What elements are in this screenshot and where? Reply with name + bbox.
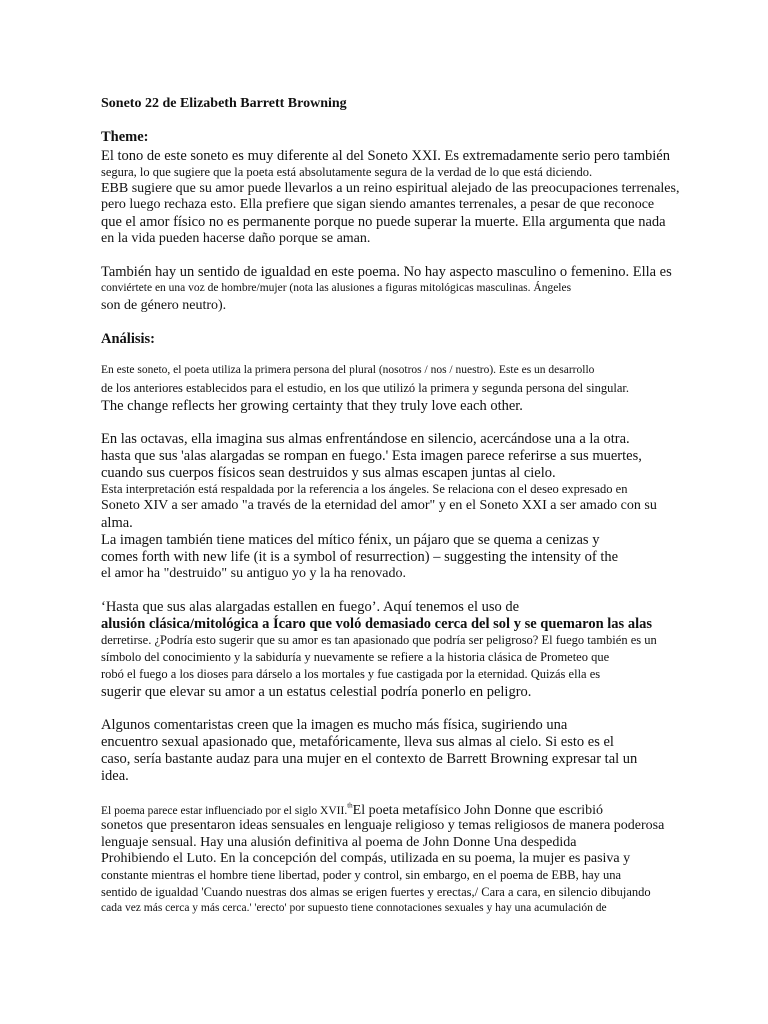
analysis-line: encuentro sexual apasionado que, metafóricamente, lleva sus almas al cielo. Si esto es el <box>101 734 614 750</box>
analysis-heading: Análisis: <box>101 331 155 347</box>
theme-line: El tono de este soneto es muy diferente al del Soneto XXI. Es extremadamente serio pero también <box>101 148 670 164</box>
analysis-line: Soneto XIV a ser amado "a través de la eternidad del amor" y en el Soneto XXI a ser amado con su <box>101 498 657 513</box>
theme-line: que el amor físico no es permanente porque no puede superar la muerte. Ella argumenta que nada <box>101 214 666 230</box>
analysis-line: En las octavas, ella imagina sus almas enfrentándose en silencio, acercándose una a la otra. <box>101 431 630 447</box>
analysis-line: La imagen también tiene matices del mítico fénix, un pájaro que se quema a cenizas y <box>101 532 600 548</box>
analysis-text: El poema parece estar influenciado por el siglo XVII. <box>101 805 348 817</box>
analysis-line: sonetos que presentaron ideas sensuales en lenguaje religioso y temas religiosos de manera poderosa <box>101 818 665 833</box>
theme-line: conviértete en una voz de hombre/mujer (nota las alusiones a figuras mitológicas masculinas. Ángeles <box>101 282 572 294</box>
analysis-text: El poeta metafísico John Donne que escribió <box>352 803 604 818</box>
theme-heading: Theme: <box>101 129 149 145</box>
analysis-line: cada vez más cerca y más cerca.' 'erecto' por supuesto tiene connotaciones sexuales y hay una acumulación de <box>101 902 607 914</box>
analysis-line: cuando sus cuerpos físicos sean destruidos y sus almas escapen juntas al cielo. <box>101 465 556 481</box>
analysis-line: lenguaje sensual. Hay una alusión definitiva al poema de John Donne Una despedida <box>101 835 577 850</box>
document-title: Soneto 22 de Elizabeth Barrett Browning <box>101 96 347 111</box>
theme-line: pero luego rechaza esto. Ella prefiere que sigan siendo amantes terrenales, a pesar de que reconoce <box>101 197 655 212</box>
analysis-line: derretirse. ¿Podría esto sugerir que su amor es tan apasionado que podría ser peligroso? El fuego también es un <box>101 633 657 647</box>
analysis-line: sentido de igualdad 'Cuando nuestras dos almas se erigen fuertes y erectas,/ Cara a cara, en silencio dibujando <box>101 885 651 899</box>
theme-line: en la vida pueden hacerse daño porque se aman. <box>101 231 371 246</box>
theme-line: segura, lo que sugiere que la poeta está absolutamente segura de la verdad de lo que está diciendo. <box>101 165 593 179</box>
analysis-line: sugerir que elevar su amor a un estatus celestial podría ponerlo en peligro. <box>101 684 532 700</box>
analysis-line: Algunos comentaristas creen que la imagen es mucho más física, sugiriendo una <box>101 717 568 733</box>
analysis-line: robó el fuego a los dioses para dárselo a los mortales y fue castigada por la eternidad. Quizás ella es <box>101 667 601 681</box>
analysis-line-bold: alusión clásica/mitológica a Ícaro que voló demasiado cerca del sol y se quemaron las alas <box>101 616 652 632</box>
analysis-line <box>101 802 603 818</box>
analysis-line: caso, sería bastante audaz para una mujer en el contexto de Barrett Browning expresar tal un <box>101 751 638 767</box>
superscript-th: th <box>347 801 353 810</box>
analysis-line: alma. <box>101 515 133 531</box>
analysis-line: Prohibiendo el Luto. En la concepción del compás, utilizada en su poema, la mujer es pasiva y <box>101 851 631 866</box>
analysis-line: hasta que sus 'alas alargadas se rompan en fuego.' Esta imagen parece referirse a sus muertes, <box>101 448 642 464</box>
analysis-line: de los anteriores establecidos para el estudio, en los que utilizó la primera y segunda persona del singular. <box>101 381 629 395</box>
analysis-line: constante mientras el hombre tiene libertad, poder y control, sin embargo, en el poema de EBB, hay una <box>101 868 622 882</box>
analysis-line: Esta interpretación está respaldada por la referencia a los ángeles. Se relaciona con el deseo expresado en <box>101 482 628 496</box>
analysis-line: símbolo del conocimiento y la sabiduría y nuevamente se refiere a la historia clásica de Prometeo que <box>101 650 610 664</box>
theme-line: También hay un sentido de igualdad en este poema. No hay aspecto masculino o femenino. Ella es <box>101 264 672 280</box>
theme-line: EBB sugiere que su amor puede llevarlos a un reino espiritual alejado de las preocupaciones terrenales, <box>101 181 680 196</box>
analysis-line: The change reflects her growing certainty that they truly love each other. <box>101 398 523 414</box>
analysis-line: comes forth with new life (it is a symbol of resurrection) – suggesting the intensity of the <box>101 549 619 565</box>
analysis-line: el amor ha "destruido" su antiguo yo y la ha renovado. <box>101 566 406 581</box>
analysis-line: idea. <box>101 768 129 784</box>
analysis-line: En este soneto, el poeta utiliza la primera persona del plural (nosotros / nos / nuestro). Este es un desarrollo <box>101 364 595 376</box>
analysis-line: ‘Hasta que sus alas alargadas estallen en fuego’. Aquí tenemos el uso de <box>101 599 520 615</box>
theme-line: son de género neutro). <box>101 298 227 313</box>
